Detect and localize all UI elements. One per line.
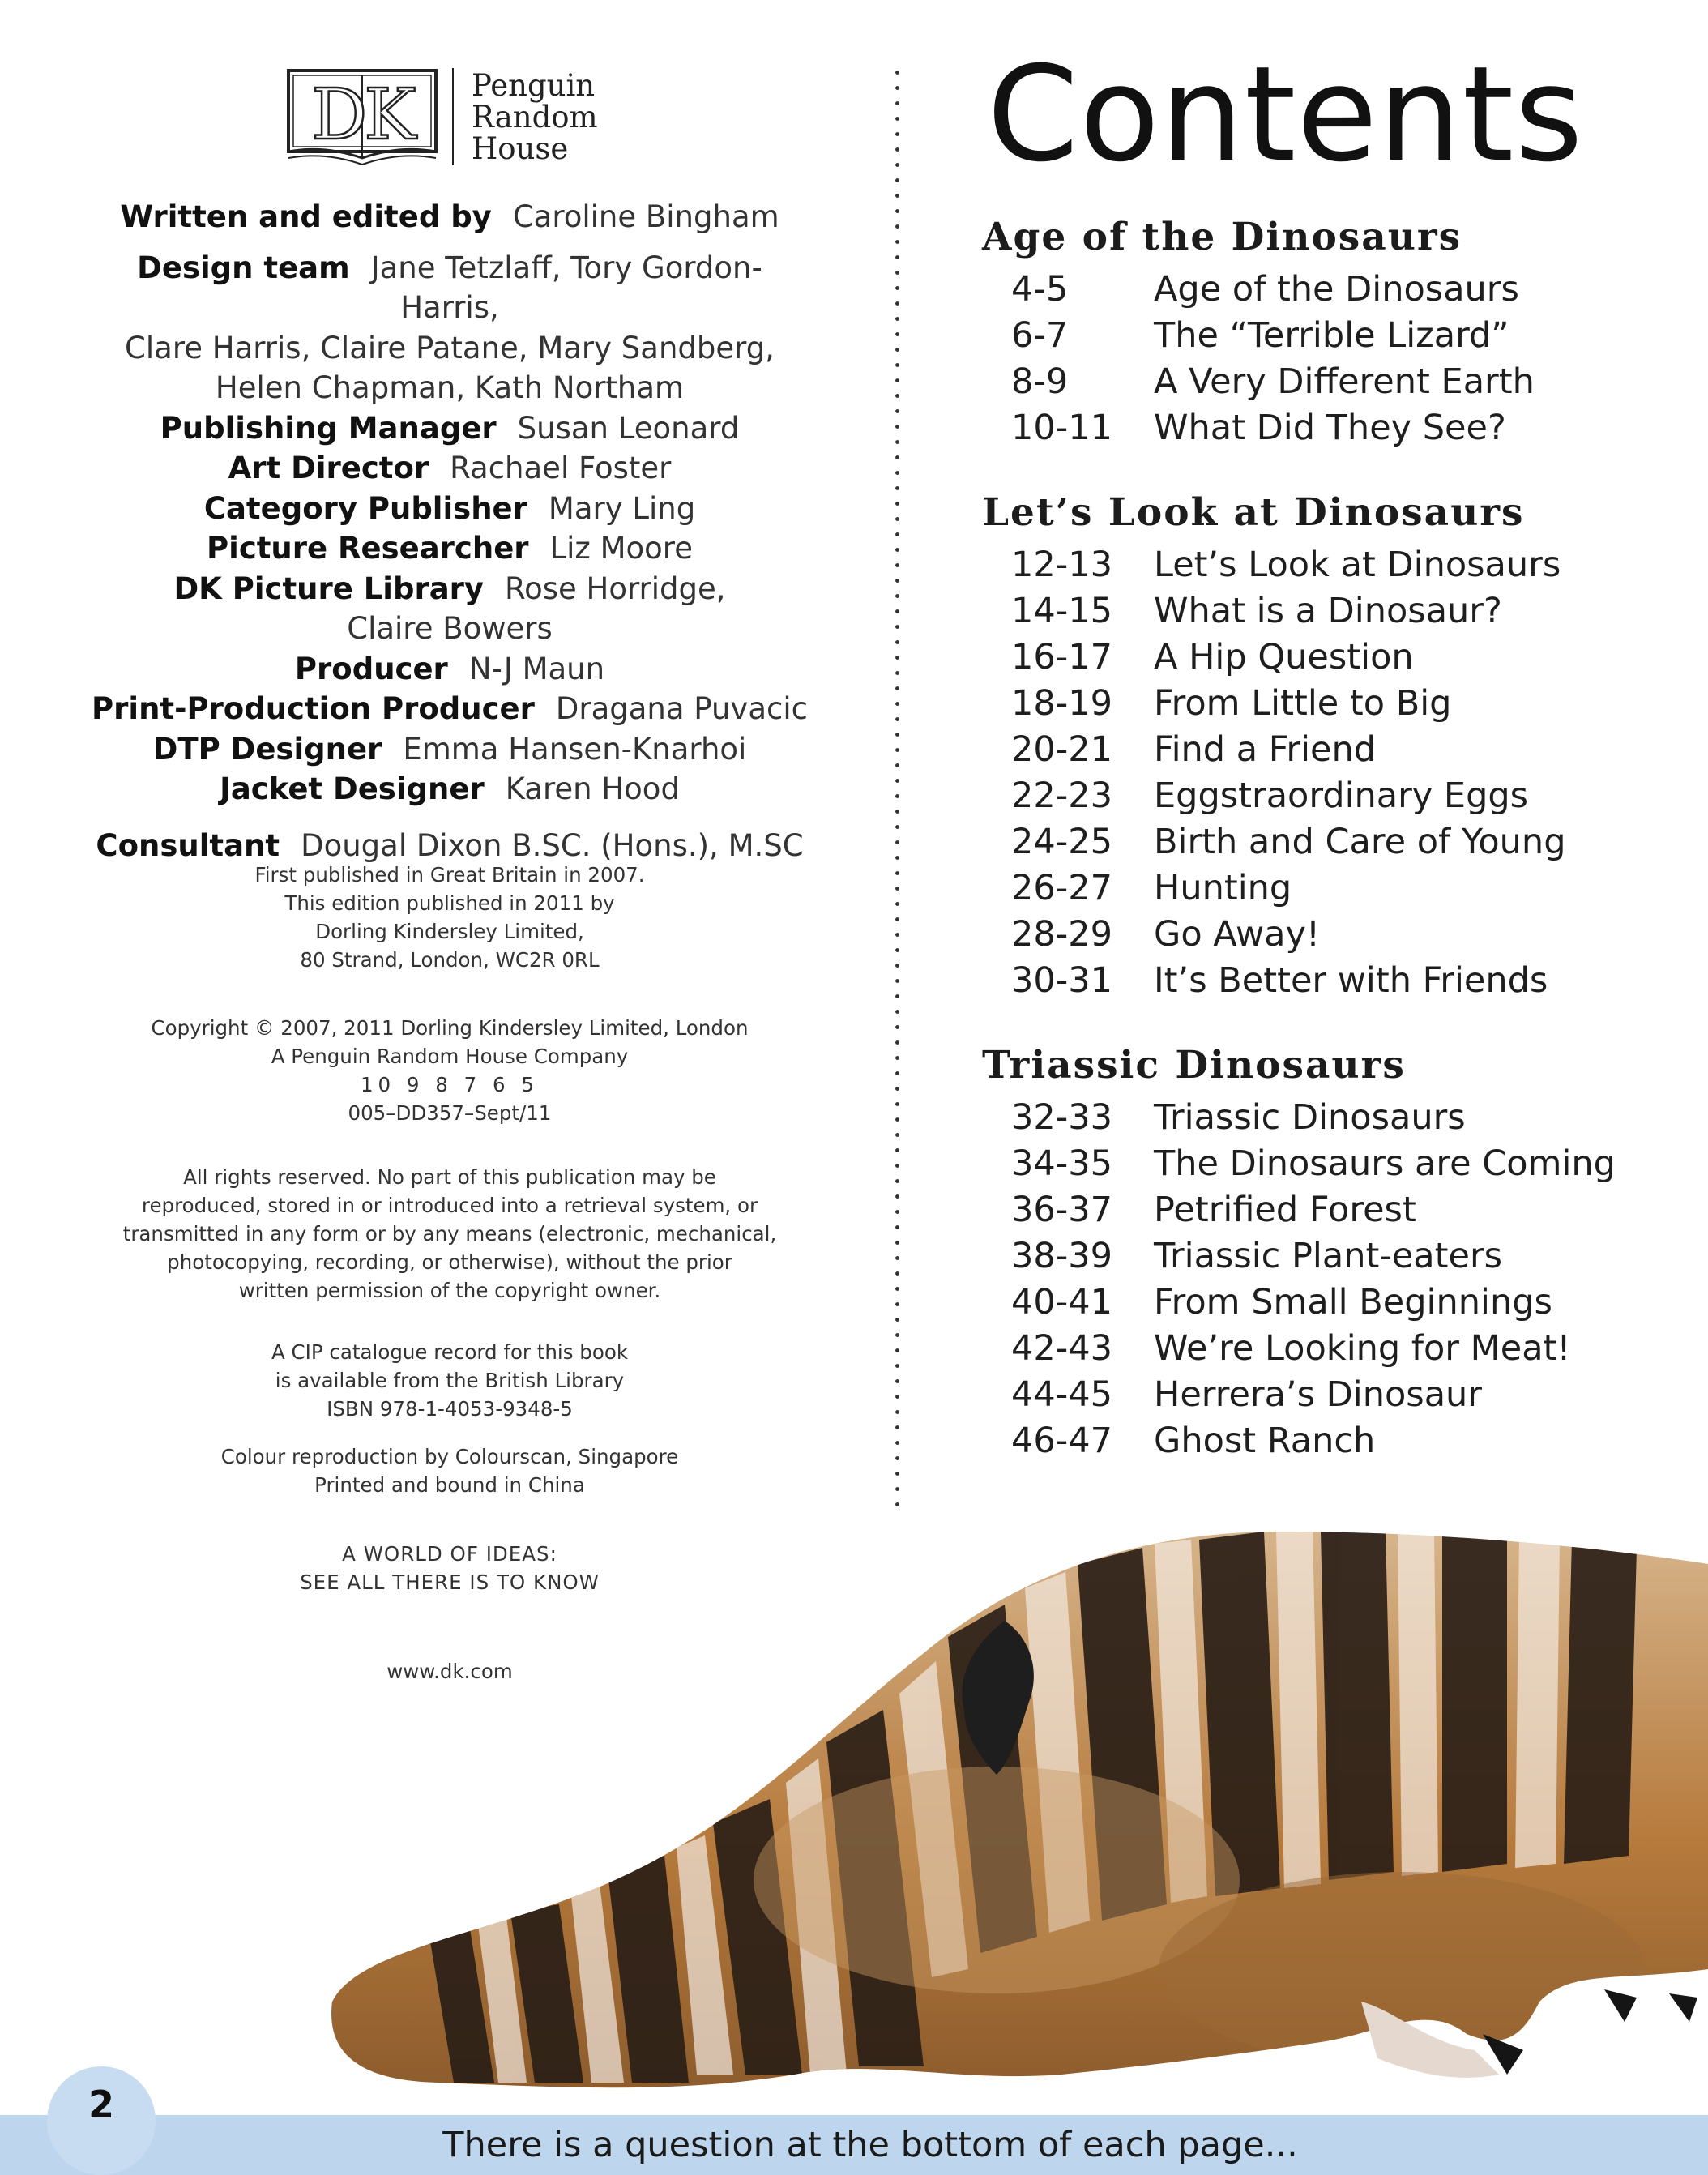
toc-name: What is a Dinosaur? (1154, 590, 1502, 631)
toc-pages: 12-13 (1011, 544, 1112, 585)
penguin-random-house-wordmark (472, 67, 598, 166)
toc-entry[interactable] (982, 726, 1565, 772)
toc-entry[interactable] (982, 1140, 1616, 1186)
toc-section (982, 212, 1535, 451)
credit-line: Producer N-J Maun (294, 651, 605, 686)
dk-book-logo (285, 67, 439, 166)
toc-name: It’s Better with Friends (1154, 959, 1548, 1001)
toc-pages: 32-33 (1011, 1096, 1112, 1138)
printing-notice (89, 1442, 810, 1499)
toc-pages: 24-25 (1011, 821, 1112, 862)
toc-name: Birth and Care of Young (1154, 821, 1566, 862)
imprint-line: Dorling Kindersley Limited, (315, 920, 584, 943)
toc-name: Triassic Dinosaurs (1154, 1096, 1466, 1138)
credit-line: Helen Chapman, Kath Northam (215, 370, 685, 405)
page-number: 2 (88, 2083, 114, 2126)
toc-entry[interactable] (982, 957, 1565, 1003)
toc-entry[interactable] (982, 1186, 1616, 1233)
credit-line: Claire Bowers (347, 611, 553, 646)
rights-notice (89, 1163, 810, 1305)
toc-entry[interactable] (982, 312, 1535, 358)
contents-title: Contents (987, 39, 1584, 191)
toc-entry[interactable] (982, 634, 1565, 680)
toc-entry[interactable] (982, 541, 1565, 588)
column-divider (895, 65, 899, 1511)
toc-pages: 22-23 (1011, 775, 1112, 816)
toc-name: Let’s Look at Dinosaurs (1154, 544, 1561, 585)
toc-pages: 20-21 (1011, 729, 1112, 770)
imprint-line: Copyright © 2007, 2011 Dorling Kindersley Limited, London (151, 1016, 749, 1040)
toc-entry[interactable] (982, 1371, 1616, 1417)
toc-pages: 16-17 (1011, 636, 1112, 677)
toc-entry[interactable] (982, 865, 1565, 911)
imprint-line: written permission of the copyright owner. (238, 1279, 661, 1302)
section-title: Triassic Dinosaurs (982, 1043, 1406, 1088)
publisher-line: House (472, 130, 569, 166)
toc-pages: 40-41 (1011, 1281, 1112, 1323)
toc-name: Hunting (1154, 867, 1292, 908)
credit-line: DTP Designer Emma Hansen-Knarhoi (152, 731, 747, 767)
imprint-line: reproduced, stored in or introduced into a retrieval system, or (141, 1194, 758, 1217)
toc-name: Find a Friend (1154, 729, 1377, 770)
credit-line: Design team Jane Tetzlaff, Tory Gordon-Harris, (137, 250, 762, 325)
toc-entry[interactable] (982, 1417, 1616, 1464)
dinosaur-illustration (308, 1515, 1708, 2107)
toc-pages: 38-39 (1011, 1235, 1112, 1276)
toc-entry[interactable] (982, 1094, 1616, 1140)
toc-pages: 42-43 (1011, 1327, 1112, 1369)
toc-entry[interactable] (982, 911, 1565, 957)
toc-name: From Small Beginnings (1154, 1281, 1552, 1323)
publisher-line: Random (472, 99, 598, 135)
credit-line: Category Publisher Mary Ling (203, 490, 696, 526)
toc-name: The “Terrible Lizard” (1154, 314, 1509, 356)
toc-name: Ghost Ranch (1154, 1420, 1376, 1461)
credit-line: Consultant Dougal Dixon B.SC. (Hons.), M.SC (96, 827, 804, 863)
credit-line: Written and edited by Caroline Bingham (120, 199, 779, 234)
toc-entry[interactable] (982, 772, 1565, 818)
toc-name: From Little to Big (1154, 682, 1452, 724)
imprint-line: 80 Strand, London, WC2R 0RL (300, 948, 600, 972)
imprint-line: All rights reserved. No part of this publication may be (183, 1165, 716, 1189)
toc-entry[interactable] (982, 588, 1565, 634)
publication-notice (89, 861, 810, 974)
toc-entry[interactable] (982, 1325, 1616, 1371)
toc-entry[interactable] (982, 404, 1535, 451)
copyright-notice (89, 1014, 810, 1127)
toc-name: Go Away! (1154, 913, 1321, 955)
imprint-line: photocopying, recording, or otherwise), without the prior (167, 1250, 732, 1274)
toc-name: We’re Looking for Meat! (1154, 1327, 1571, 1369)
toc-pages: 36-37 (1011, 1189, 1112, 1230)
toc-entry[interactable] (982, 266, 1535, 312)
credit-line: Art Director Rachael Foster (228, 451, 672, 485)
website-link: www.dk.com (386, 1660, 513, 1683)
toc-pages: 34-35 (1011, 1143, 1112, 1184)
question-prompt: There is a question at the bottom of each page... (442, 2125, 1298, 2165)
toc-name: The Dinosaurs are Coming (1154, 1143, 1616, 1184)
slogan-line: SEE ALL THERE IS TO KNOW (300, 1570, 600, 1594)
toc-name: Triassic Plant-eaters (1154, 1235, 1503, 1276)
imprint-line: A CIP catalogue record for this book (271, 1340, 629, 1364)
imprint-line: is available from the British Library (275, 1369, 625, 1392)
toc-name: A Hip Question (1154, 636, 1414, 677)
publisher-line: Penguin (472, 67, 596, 103)
toc-pages: 10-11 (1011, 407, 1112, 448)
imprint-line: A Penguin Random House Company (271, 1045, 629, 1068)
isbn: ISBN 978-1-4053-9348-5 (327, 1397, 573, 1421)
credit-line: Publishing Manager Susan Leonard (160, 410, 740, 446)
credit-line: Picture Researcher Liz Moore (207, 531, 693, 566)
toc-entry[interactable] (982, 818, 1565, 865)
toc-pages: 44-45 (1011, 1374, 1112, 1415)
toc-pages: 46-47 (1011, 1420, 1112, 1461)
toc-name: What Did They See? (1154, 407, 1506, 448)
section-title: Let’s Look at Dinosaurs (982, 490, 1525, 535)
imprint-line: Printed and bound in China (314, 1473, 585, 1497)
toc-pages: 28-29 (1011, 913, 1112, 955)
toc-pages: 8-9 (1011, 361, 1069, 402)
credit-line: Print-Production Producer Dragana Puvacic (92, 691, 808, 726)
toc-name: Herrera’s Dinosaur (1154, 1374, 1482, 1415)
imprint-line: First published in Great Britain in 2007. (254, 863, 645, 887)
toc-pages: 14-15 (1011, 590, 1112, 631)
toc-name: Eggstraordinary Eggs (1154, 775, 1529, 816)
toc-entry[interactable] (982, 680, 1565, 726)
imprint-line: transmitted in any form or by any means (electronic, mechanical, (122, 1222, 777, 1246)
toc-section (982, 1040, 1616, 1464)
imprint-line: Colour reproduction by Colourscan, Singapore (220, 1445, 679, 1468)
toc-name: Petrified Forest (1154, 1189, 1416, 1230)
toc-entry[interactable] (982, 1233, 1616, 1279)
toc-section (982, 488, 1565, 1003)
logo-divider (452, 68, 454, 165)
dk-letters: DK (311, 75, 413, 156)
toc-pages: 26-27 (1011, 867, 1112, 908)
imprint-line: 10 9 8 7 6 5 (360, 1073, 540, 1096)
toc-name: Age of the Dinosaurs (1154, 268, 1519, 310)
credit-line: DK Picture Library Rose Horridge, (173, 570, 726, 606)
imprint-line: This edition published in 2011 by (284, 891, 615, 915)
publisher-logo (285, 66, 598, 167)
toc-name: A Very Different Earth (1154, 361, 1535, 402)
toc-pages: 30-31 (1011, 959, 1112, 1001)
credit-line: Jacket Designer Karen Hood (220, 771, 680, 806)
toc-pages: 18-19 (1011, 682, 1112, 724)
toc-entry[interactable] (982, 358, 1535, 404)
credit-line: Clare Harris, Claire Patane, Mary Sandberg, (125, 330, 775, 365)
toc-pages: 6-7 (1011, 314, 1069, 356)
toc-pages: 4-5 (1011, 268, 1069, 310)
slogan-line: A WORLD OF IDEAS: (342, 1542, 557, 1566)
toc-entry[interactable] (982, 1279, 1616, 1325)
cip-notice (89, 1338, 810, 1423)
credits-block (89, 197, 810, 865)
section-title: Age of the Dinosaurs (982, 215, 1462, 259)
imprint-line: 005–DD357–Sept/11 (348, 1101, 552, 1125)
